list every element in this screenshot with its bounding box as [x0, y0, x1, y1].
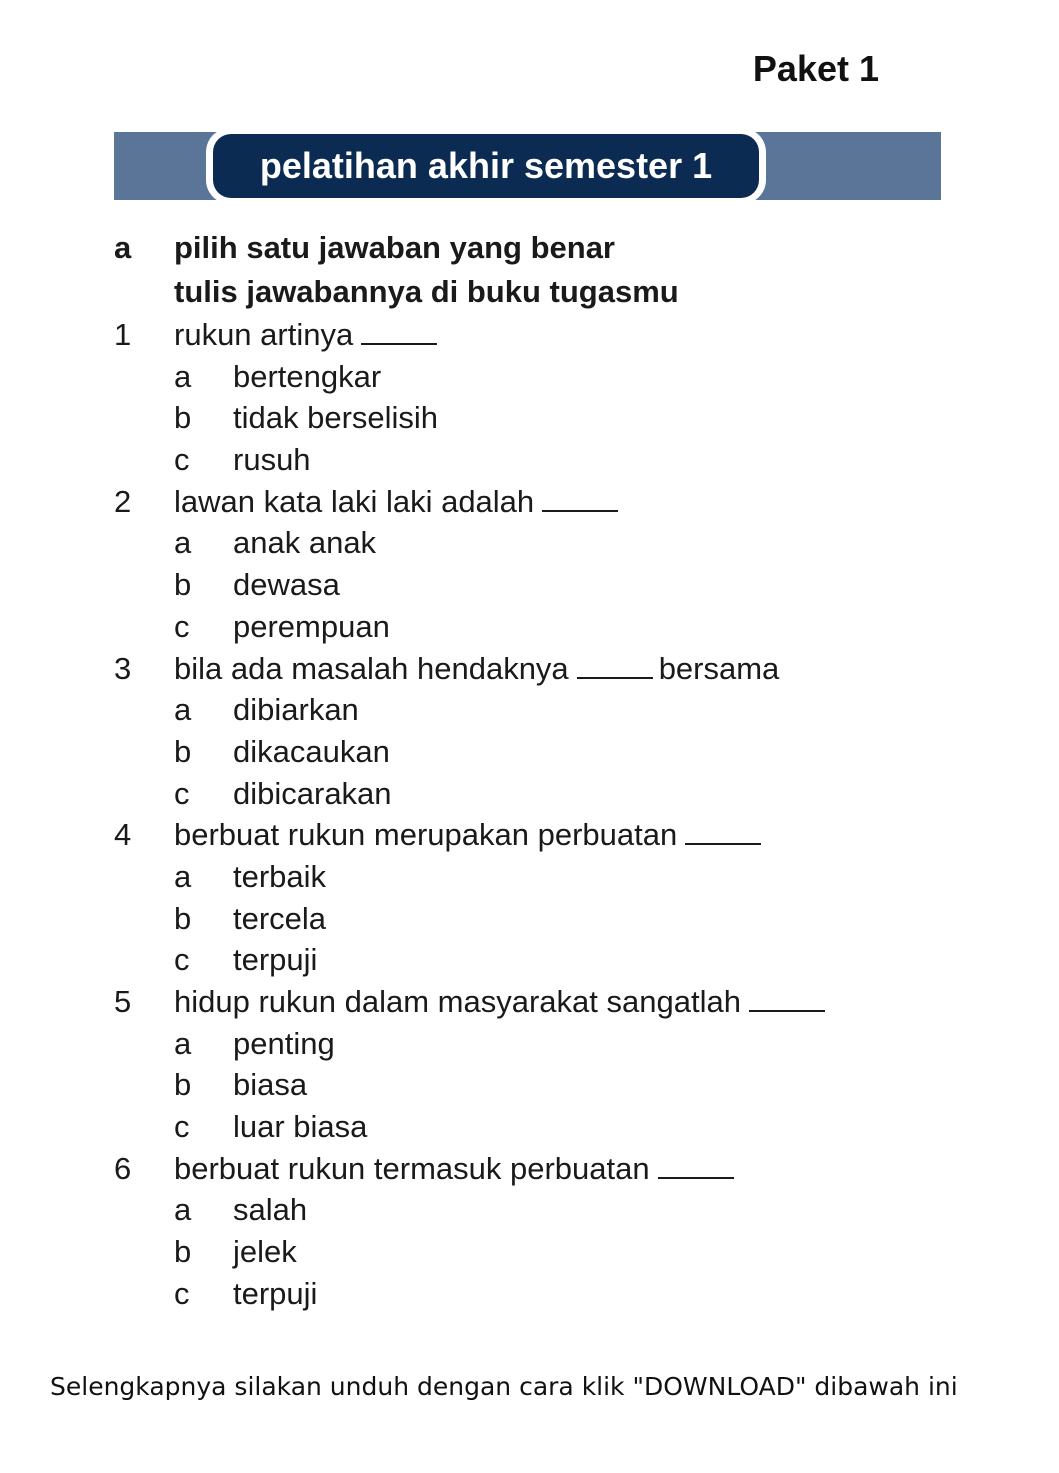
instruction-text-2: tulis jawabannya di buku tugasmu [174, 274, 679, 309]
option-letter: a [174, 858, 192, 894]
option-letter: c [174, 942, 190, 978]
question-row [114, 981, 944, 1023]
option-letter: a [174, 525, 192, 561]
instruction-line-2 [114, 270, 944, 314]
answer-blank [749, 1009, 825, 1012]
option-text: biasa [233, 1067, 308, 1103]
option-letter: b [174, 1234, 192, 1270]
question-text: lawan kata laki laki adalah [174, 483, 535, 519]
answer-blank [542, 509, 618, 512]
option-letter: a [174, 358, 192, 394]
option-text: luar biasa [233, 1109, 368, 1145]
instruction-letter: a [114, 230, 132, 265]
question-text: bila ada masalah hendaknya [174, 650, 569, 686]
option-text: perempuan [233, 608, 390, 644]
option-letter: c [174, 608, 190, 644]
option-text: tercela [233, 900, 327, 936]
answer-blank [577, 676, 653, 679]
option-row [114, 1189, 944, 1231]
option-row [114, 1064, 944, 1106]
option-row [114, 1106, 944, 1148]
option-row [114, 1273, 944, 1315]
instruction-line-1 [114, 226, 944, 270]
option-text: dewasa [233, 567, 340, 603]
instruction-text-1: pilih satu jawaban yang benar [174, 230, 615, 265]
option-letter: b [174, 900, 192, 936]
option-text: salah [233, 1192, 308, 1228]
option-row [114, 439, 944, 481]
option-letter: a [174, 692, 192, 728]
question-number: 5 [114, 984, 132, 1019]
question-text-after: bersama [658, 650, 780, 686]
option-letter: b [174, 567, 192, 603]
option-row [114, 1023, 944, 1065]
question-text: rukun artinya [174, 317, 354, 352]
page-title: pelatihan akhir semester 1 [213, 134, 759, 198]
option-text: dikacaukan [233, 733, 390, 769]
question-row [114, 314, 944, 356]
question-text: berbuat rukun termasuk perbuatan [174, 1150, 650, 1186]
quiz-section [114, 226, 944, 1315]
option-row [114, 773, 944, 815]
option-row [114, 564, 944, 606]
question-text: berbuat rukun merupakan perbuatan [174, 817, 678, 853]
question-list [114, 314, 944, 1315]
option-text: dibicarakan [233, 775, 392, 811]
option-text: bertengkar [233, 358, 382, 394]
option-text: anak anak [233, 525, 377, 561]
question-row [114, 814, 944, 856]
option-letter: b [174, 733, 192, 769]
paket-label: Paket 1 [752, 48, 879, 89]
option-row [114, 606, 944, 648]
question-number: 1 [114, 317, 132, 352]
question-row [114, 1148, 944, 1190]
option-letter: c [174, 775, 190, 811]
question-number: 4 [114, 817, 132, 853]
question-row [114, 648, 944, 690]
option-row [114, 397, 944, 439]
option-row [114, 1231, 944, 1273]
option-row [114, 939, 944, 981]
option-row [114, 731, 944, 773]
option-row [114, 689, 944, 731]
answer-blank [685, 842, 761, 845]
option-text: penting [233, 1025, 335, 1061]
option-letter: b [174, 400, 192, 436]
option-letter: b [174, 1067, 192, 1103]
answer-blank [361, 342, 437, 345]
option-text: terpuji [233, 1275, 318, 1311]
option-letter: c [174, 1109, 190, 1145]
question-number: 6 [114, 1150, 132, 1186]
footer-note: Selengkapnya silakan unduh dengan cara klik "DOWNLOAD" dibawah ini [50, 1372, 958, 1401]
answer-blank [658, 1176, 734, 1179]
option-letter: c [174, 1275, 190, 1311]
question-text: hidup rukun dalam masyarakat sangatlah [174, 984, 741, 1019]
option-letter: a [174, 1025, 192, 1061]
option-row [114, 856, 944, 898]
question-number: 2 [114, 483, 132, 519]
question-row [114, 481, 944, 523]
option-text: tidak berselisih [233, 400, 439, 436]
question-number: 3 [114, 650, 132, 686]
option-text: rusuh [233, 442, 311, 478]
option-text: terpuji [233, 942, 318, 978]
option-text: terbaik [233, 858, 327, 894]
option-letter: a [174, 1192, 192, 1228]
option-row [114, 356, 944, 398]
option-row [114, 898, 944, 940]
option-letter: c [174, 442, 190, 478]
option-text: dibiarkan [233, 692, 359, 728]
option-row [114, 522, 944, 564]
option-text: jelek [233, 1234, 297, 1270]
